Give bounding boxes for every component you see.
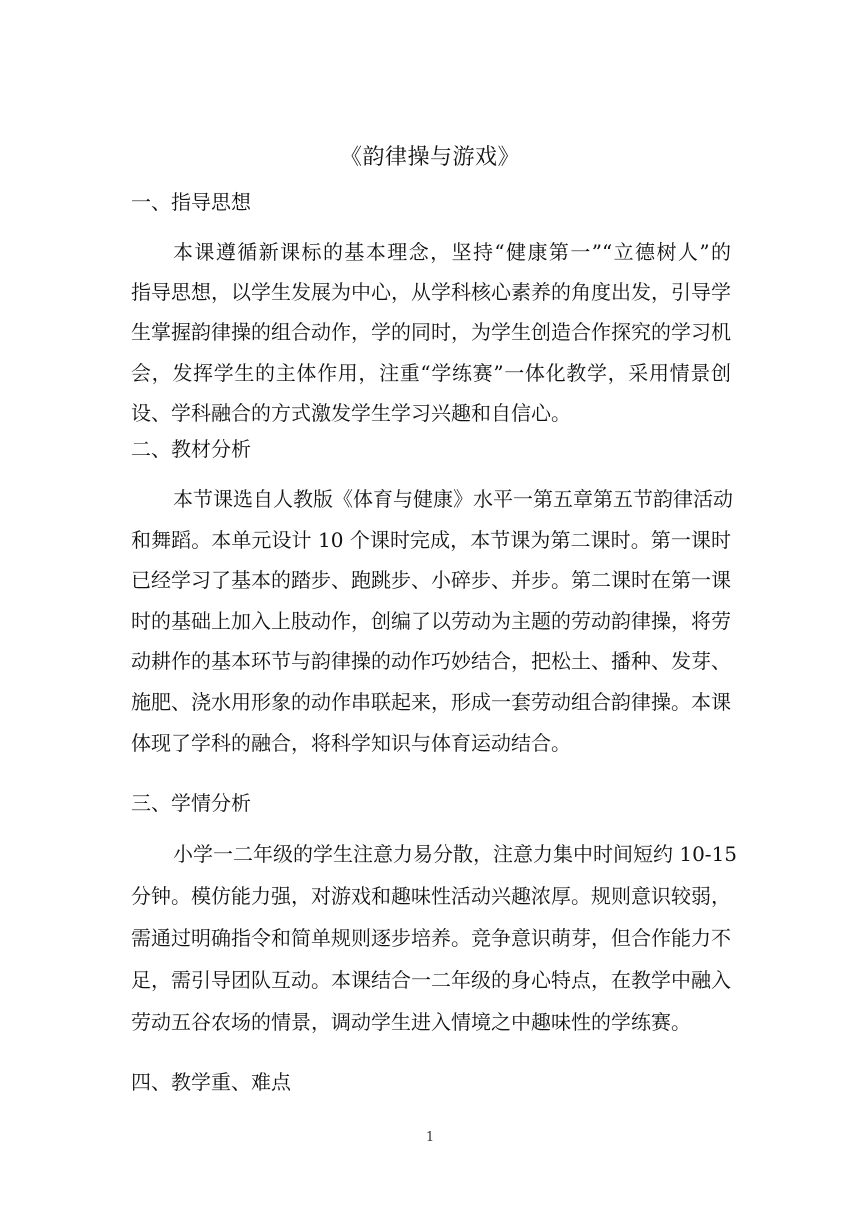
paragraph-line: 需通过明确指令和简单规则逐步培养。竞争意识萌芽，但合作能力不 [131,926,731,950]
paragraph-line: 施肥、浇水用形象的动作串联起来，形成一套劳动组合韵律操。本课 [131,689,731,714]
document-title: 《韵律操与游戏》 [339,145,520,170]
paragraph-line: 生掌握韵律操的组合动作，学的同时，为学生创造合作探究的学习机 [131,320,731,345]
paragraph-line: 设、学科融合的方式激发学生学习兴趣和自信心。 [131,400,571,425]
paragraph-line: 动耕作的基本环节与韵律操的动作巧妙结合，把松土、播种、发芽、 [131,649,731,674]
paragraph-line: 本课遵循新课标的基本理念，坚持“健康第一”“立德树人”的 [173,240,731,264]
section-heading-guiding-ideology: 一、指导思想 [131,190,251,214]
section-paragraph-guiding-ideology [131,232,731,433]
section-paragraph-student-analysis [131,833,738,1043]
paragraph-line: 和舞蹈。本单元设计 10 个课时完成，本节课为第二课时。第一课时 [131,527,731,552]
section-paragraph-material-analysis [131,479,731,763]
paragraph-line: 会，发挥学生的主体作用，注重“学练赛”一体化教学，采用情景创 [131,360,731,385]
paragraph-line: 劳动五谷农场的情景，调动学生进入情境之中趣味性的学练赛。 [131,1010,691,1034]
section-heading-student-analysis: 三、学情分析 [131,791,251,815]
paragraph-line: 分钟。模仿能力强，对游戏和趣味性活动兴趣浓厚。规则意识较弱， [131,884,731,908]
page-number: 1 [425,1130,435,1145]
paragraph-line: 足，需引导团队互动。本课结合一二年级的身心特点，在教学中融入 [131,968,731,992]
paragraph-line: 本节课选自人教版《体育与健康》水平一第五章第五节韵律活动 [173,487,733,511]
paragraph-line: 指导思想，以学生发展为中心，从学科核心素养的角度出发，引导学 [131,280,731,305]
paragraph-line: 小学一二年级的学生注意力易分散，注意力集中时间短约 10-15 [173,842,738,866]
paragraph-line: 体现了学科的融合，将科学知识与体育运动结合。 [131,730,571,755]
paragraph-line: 已经学习了基本的踏步、跑跳步、小碎步、并步。第二课时在第一课 [131,568,731,593]
section-heading-material-analysis: 二、教材分析 [131,437,251,461]
paragraph-line: 时的基础上加入上肢动作，创编了以劳动为主题的劳动韵律操，将劳 [131,608,731,633]
section-heading-key-difficult-points: 四、教学重、难点 [131,1070,291,1094]
